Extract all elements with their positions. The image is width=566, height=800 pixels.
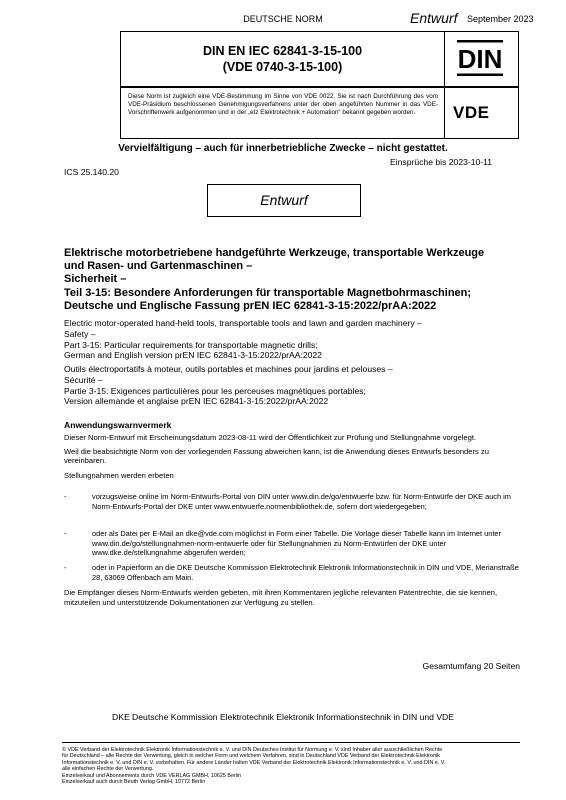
french-title-line: Outils électroportatifs à moteur, outils portables et machines pour jardins et pelouses – — [64, 364, 393, 374]
legal-line: © VDE Verband der Elektrotechnik Elektronik Informationstechnik e. V. und DIN Deutsches Institut für Normung e. V. sind Inhaber aller ausschließlichen Rechte — [62, 747, 443, 753]
vde-logo: VDE — [453, 103, 490, 122]
norm-type-label: DEUTSCHE NORM — [243, 14, 323, 24]
legal-line: für Deutschland – alle Rechte der Verwertung, gleich in welcher Form und welchem Verfahren, sind in Deutschland VDE Verband der Elektrotechnik Elektronik — [62, 753, 440, 760]
draft-label-box: Entwurf — [207, 184, 361, 217]
french-title-line: Partie 3-15: Exigences particulières pour les perceuses magnétiques portables; — [64, 385, 366, 396]
english-title-line: Electric motor-operated hand-held tools, transportable tools and lawn and garden machinery – — [64, 318, 422, 328]
legal-line: alle einfachen Rechte der Verwertung. — [62, 766, 154, 773]
footer-organization: DKE Deutsche Kommission Elektrotechnik Elektronik Informationstechnik in DIN und VDE — [112, 712, 454, 722]
application-note-para: Dieser Norm-Entwurf mit Erscheinungsdatum 2023-08-11 wird der Öffentlichkeit zur Prüfung und Stellungnahme vorgelegt. — [64, 432, 477, 442]
footer-divider — [62, 742, 520, 743]
french-title-line: Sécurité – — [64, 374, 103, 385]
english-title-line: German and English version prEN IEC 62841-3-15:2022/prAA:2022 — [64, 350, 322, 361]
french-title — [64, 364, 520, 407]
header-date: September 2023 — [467, 14, 534, 24]
vde-number: (VDE 0740-3-15-100) — [222, 60, 343, 74]
application-note — [64, 420, 520, 481]
german-title-line: Teil 3-15: Besondere Anforderungen für transportable Magnetbohrmaschinen; — [64, 286, 472, 299]
list-item — [64, 492, 520, 511]
german-title — [64, 247, 520, 313]
legal-line: Einzelverkauf und Abonnements durch VDE VERLAG GMBH, 10625 Berlin — [62, 772, 242, 779]
document-number: DIN EN IEC 62841-3-15-100 — [202, 44, 363, 58]
din-logo — [457, 40, 503, 76]
application-note-para: Stellungnahmen werden erbeten — [64, 471, 174, 481]
list-item-text: vorzugsweise online im Norm-Entwurfs-Portal von DIN unter www.din.de/go/entwuerfe bzw. für Norm-Entwürfe der DKE auch im Norm-Entwurfs-Portal der DKE unter www.entwuerfe.normenbibliothek.de, sofern dort wiedergegeben; — [92, 492, 511, 511]
application-note-heading: Anwendungswarnvermerk — [64, 420, 172, 430]
german-title-line: Sicherheit – — [64, 273, 127, 286]
english-title-line: Safety – — [64, 328, 96, 339]
title-box — [120, 31, 445, 88]
ics-code: ICS 25.140.20 — [64, 167, 119, 177]
legal-line: Informationstechnik e. V. und DIN e. V. vorbehalten. Für andere Länder halten VDE Verband der Elektrotechnik Elektronik Informationstechnik e. V. und DIN e. V. — [62, 759, 446, 766]
german-title-line: und Rasen- und Gartenmaschinen – — [64, 260, 253, 273]
legal-line: Einzelverkauf auch durch Beuth Verlag GmbH, 10772 Berlin — [62, 779, 206, 786]
vde-logo-box — [444, 86, 519, 139]
reproduction-notice: Vervielfältigung – auch für innerbetriebliche Zwecke – nicht gestattet. — [118, 143, 448, 154]
list-item-text: oder als Datei per E-Mail an dke@vde.com möglichst in Form einer Tabelle. Die Vorlage dieser Tabelle kann im Internet unter www.din.de/go/stellungnahmen-norm-entwuerfe oder für Stellungnahmen zu Norm-Entwürfen der DKE unter www.dke.de/stellungnahme abgerufen werden; — [92, 529, 501, 558]
objection-deadline: Einsprüche bis 2023-10-11 — [390, 157, 493, 167]
list-item — [64, 563, 520, 582]
total-pages: Gesamtumfang 20 Seiten — [422, 661, 520, 671]
header-status: Entwurf — [410, 10, 458, 26]
vde-note-box — [120, 86, 445, 139]
german-title-line: Deutsche und Englische Fassung prEN IEC 62841-3-15:2022/prAA:2022 — [64, 299, 437, 312]
list-item — [64, 529, 520, 558]
din-logo-box — [444, 31, 519, 88]
list-dash: - — [64, 492, 67, 501]
legal-notice — [62, 747, 520, 785]
list-dash: - — [64, 563, 67, 572]
application-note-para: Weil die beabsichtigte Norm von der vorliegenden Fassung abweichen kann, ist die Anwendung dieses Entwurfs besonders zu vereinbaren. — [64, 446, 489, 466]
svg-text:DIN: DIN — [457, 44, 503, 74]
vde-note-text: Diese Norm ist zugleich eine VDE-Bestimmung im Sinne von VDE 0022. Sie ist nach Durchführung des vom VDE-Präsidium beschlossenen Genehmigungsverfahrens unter der oben angeführten Nummer in das VDE-Vorschriftenwerk aufgenommen und in der „etz Elektrotechnik + Automation“ bekannt gegeben worden. — [128, 93, 438, 117]
patent-note: Die Empfänger dieses Norm-Entwurfs werden gebeten, mit ihren Kommentaren jegliche relevanten Patentrechte, die sie kennen, mitzuteilen und unterstützende Dokumentationen zur Verfügung zu stellen. — [64, 588, 498, 607]
french-title-line: Version allemande et anglaise prEN IEC 62841-3-15:2022/prAA:2022 — [64, 396, 329, 407]
english-title-line: Part 3-15: Particular requirements for transportable magnetic drills; — [64, 339, 318, 350]
list-item-text: oder in Papierform an die DKE Deutsche Kommission Elektrotechnik Elektronik Informationstechnik in DIN und VDE, Merianstraße 28, 63069 Offenbach am Main. — [92, 563, 519, 582]
english-title — [64, 318, 520, 361]
list-dash: - — [64, 529, 67, 538]
german-title-line: Elektrische motorbetriebene handgeführte Werkzeuge, transportable Werkzeuge — [64, 247, 485, 259]
